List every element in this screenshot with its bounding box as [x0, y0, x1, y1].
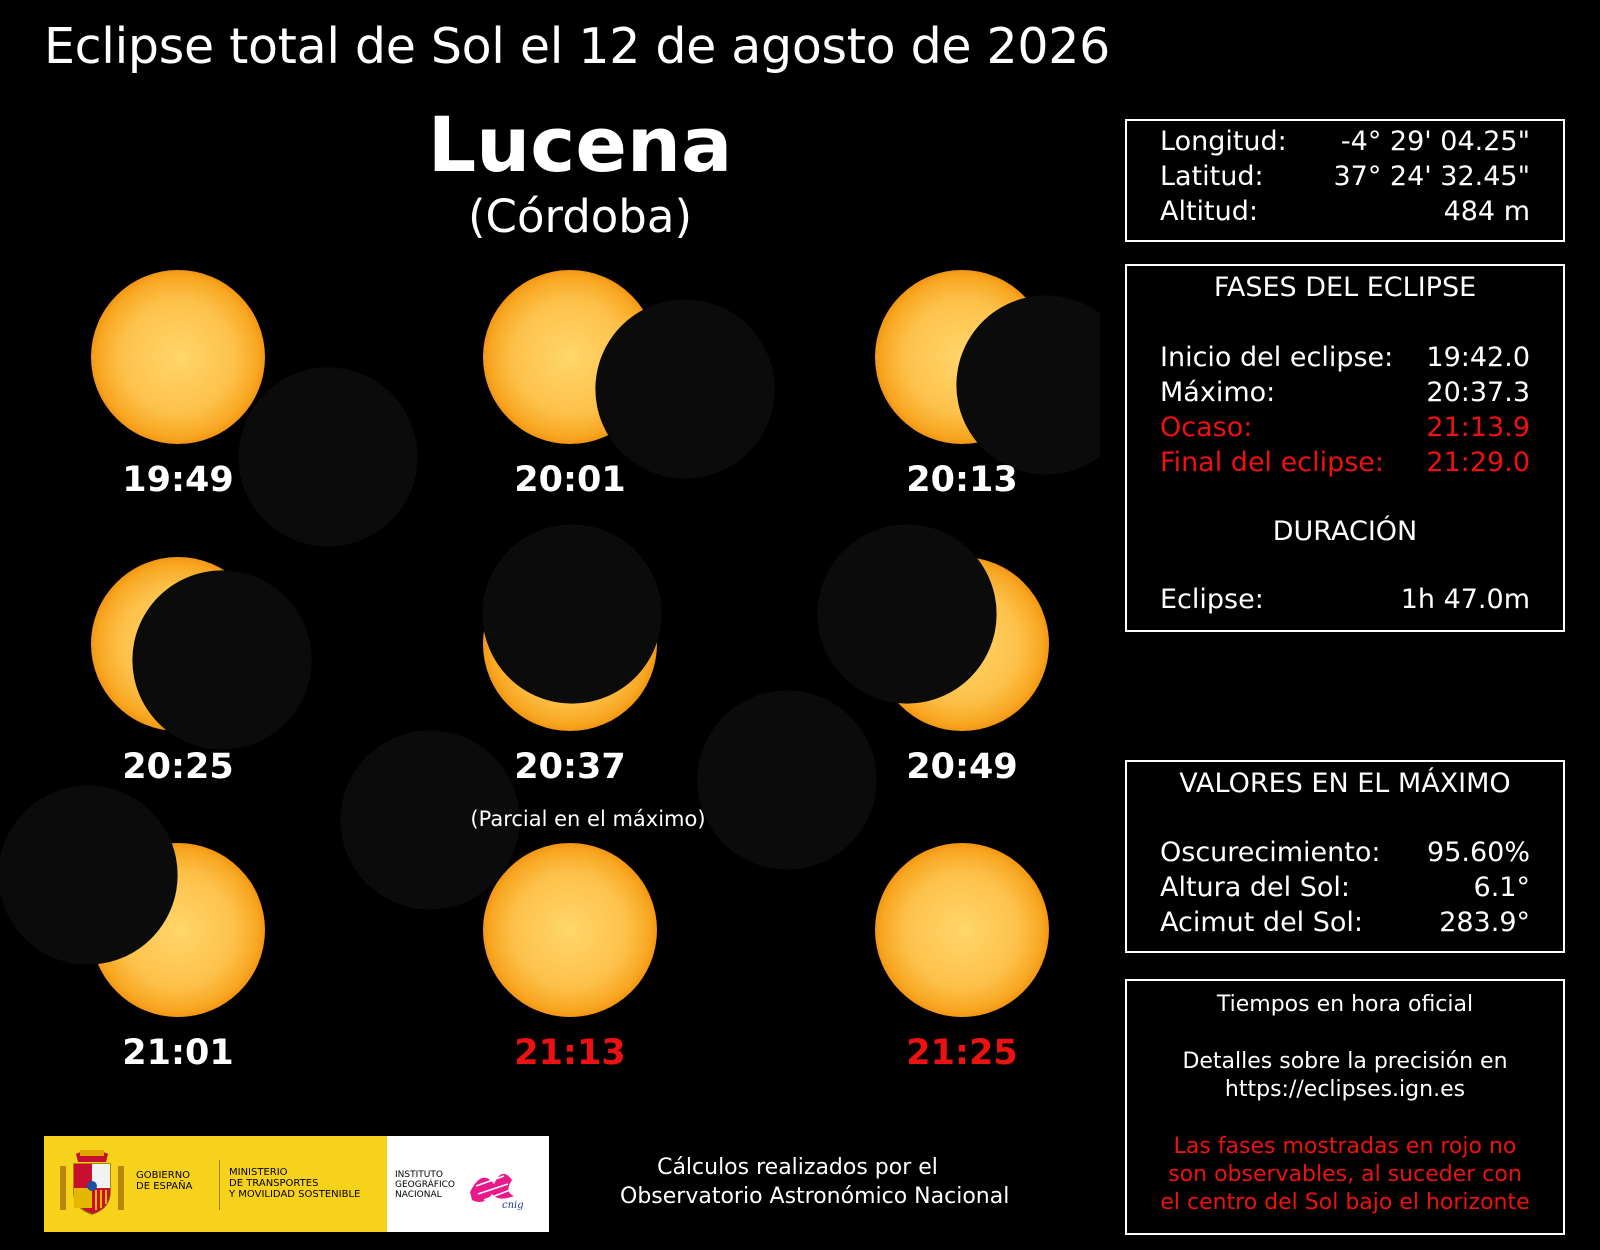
sun-phase-6 — [91, 843, 265, 1017]
latitude-value: 37° 24' 32.45" — [1333, 161, 1530, 192]
coordinates-box — [1125, 119, 1565, 242]
notes-box — [1125, 979, 1565, 1235]
longitude-row — [1160, 126, 1530, 157]
phase-time-label: 21:13 — [514, 1033, 626, 1073]
red-note: el centro del Sol bajo el horizonte — [1160, 1190, 1530, 1215]
latitude-label: Latitud: — [1160, 161, 1264, 192]
ministerio-text: MINISTERIO DE TRANSPORTES Y MOVILIDAD SOSTENIBLE — [229, 1167, 361, 1200]
ign-text: INSTITUTO GEOGRÁFICO NACIONAL — [395, 1170, 455, 1200]
phase-time-label: 19:49 — [122, 460, 234, 500]
altitude-value: 484 m — [1443, 196, 1530, 227]
red-note: son observables, al suceder con — [1168, 1162, 1522, 1187]
duration-value: 1h 47.0m — [1400, 584, 1530, 615]
duration-heading: DURACIÓN — [1272, 516, 1418, 547]
sun-phase-7 — [483, 843, 657, 1017]
longitude-value: -4° 29' 04.25" — [1340, 126, 1530, 157]
maximum-label: Oscurecimiento: — [1160, 837, 1381, 868]
province-name: (Córdoba) — [467, 190, 692, 243]
gobierno-logo — [44, 1136, 387, 1232]
phase-row — [1160, 447, 1530, 478]
credits-line: Observatorio Astronómico Nacional — [620, 1184, 1010, 1209]
sun-phase-4 — [483, 557, 657, 731]
phase-time-label: 20:37 — [514, 747, 626, 787]
altitude-row — [1160, 196, 1530, 227]
sun-phase-1 — [483, 270, 657, 444]
credits — [620, 1153, 1010, 1211]
maximum-box — [1125, 760, 1565, 953]
duration-label: Eclipse: — [1160, 584, 1264, 615]
sun-phase-0 — [91, 270, 265, 444]
altitude-label: Altitud: — [1160, 196, 1258, 227]
official-time-note: Tiempos en hora oficial — [1216, 992, 1474, 1017]
sun-phase-2 — [875, 270, 1049, 444]
phase-label: Inicio del eclipse: — [1160, 342, 1394, 373]
city-name: Lucena — [427, 100, 733, 189]
maximum-row — [1160, 907, 1530, 938]
maximum-label: Altura del Sol: — [1160, 872, 1350, 903]
phase-time-label: 20:13 — [906, 460, 1018, 500]
moon-disc — [238, 367, 417, 546]
red-note: Las fases mostradas en rojo no — [1173, 1134, 1517, 1159]
precision-note: Detalles sobre la precisión en — [1182, 1049, 1508, 1074]
latitude-row — [1160, 161, 1530, 192]
phase-row — [1160, 342, 1530, 373]
phase-row — [1160, 377, 1530, 408]
duration-row — [1160, 584, 1530, 615]
longitude-label: Longitud: — [1160, 126, 1287, 157]
phase-time-label: 20:49 — [906, 747, 1018, 787]
cnig-logo-icon — [464, 1162, 534, 1212]
phase-time-label: 20:01 — [514, 460, 626, 500]
phase-value: 19:42.0 — [1426, 342, 1530, 373]
phase-time-label: 21:01 — [122, 1033, 234, 1073]
gobierno-text: GOBIERNO DE ESPAÑA — [136, 1170, 193, 1192]
phase-label: Final del eclipse: — [1160, 447, 1385, 478]
phase-value: 20:37.3 — [1426, 377, 1530, 408]
coat-of-arms-icon — [56, 1148, 128, 1220]
sun-phase-8 — [875, 843, 1049, 1017]
maximum-row — [1160, 872, 1530, 903]
phase-label: Máximo: — [1160, 377, 1276, 408]
institution-logos — [44, 1136, 549, 1232]
maximum-value: 6.1° — [1473, 872, 1530, 903]
precision-url[interactable]: https://eclipses.ign.es — [1224, 1077, 1466, 1102]
phases-heading: FASES DEL ECLIPSE — [1213, 272, 1477, 303]
maximum-label: Acimut del Sol: — [1160, 907, 1364, 938]
maximum-value: 95.60% — [1427, 837, 1530, 868]
svg-text:cnig: cnig — [502, 1200, 524, 1211]
page-title: Eclipse total de Sol el 12 de agosto de 2026 — [44, 18, 1111, 75]
phase-time-label: 20:25 — [122, 747, 234, 787]
maximum-row — [1160, 837, 1530, 868]
phase-value: 21:13.9 — [1426, 412, 1530, 443]
phase-value: 21:29.0 — [1426, 447, 1530, 478]
maximum-value: 283.9° — [1439, 907, 1530, 938]
credits-line: Cálculos realizados por el — [657, 1155, 938, 1180]
phase-time-label: 21:25 — [906, 1033, 1018, 1073]
maximum-heading: VALORES EN EL MÁXIMO — [1179, 768, 1511, 799]
maximum-note: (Parcial en el máximo) — [470, 807, 706, 831]
phase-row — [1160, 412, 1530, 443]
phase-label: Ocaso: — [1160, 412, 1253, 443]
sun-phase-5 — [875, 557, 1049, 731]
sun-phase-3 — [91, 557, 265, 731]
phases-box — [1125, 264, 1565, 632]
